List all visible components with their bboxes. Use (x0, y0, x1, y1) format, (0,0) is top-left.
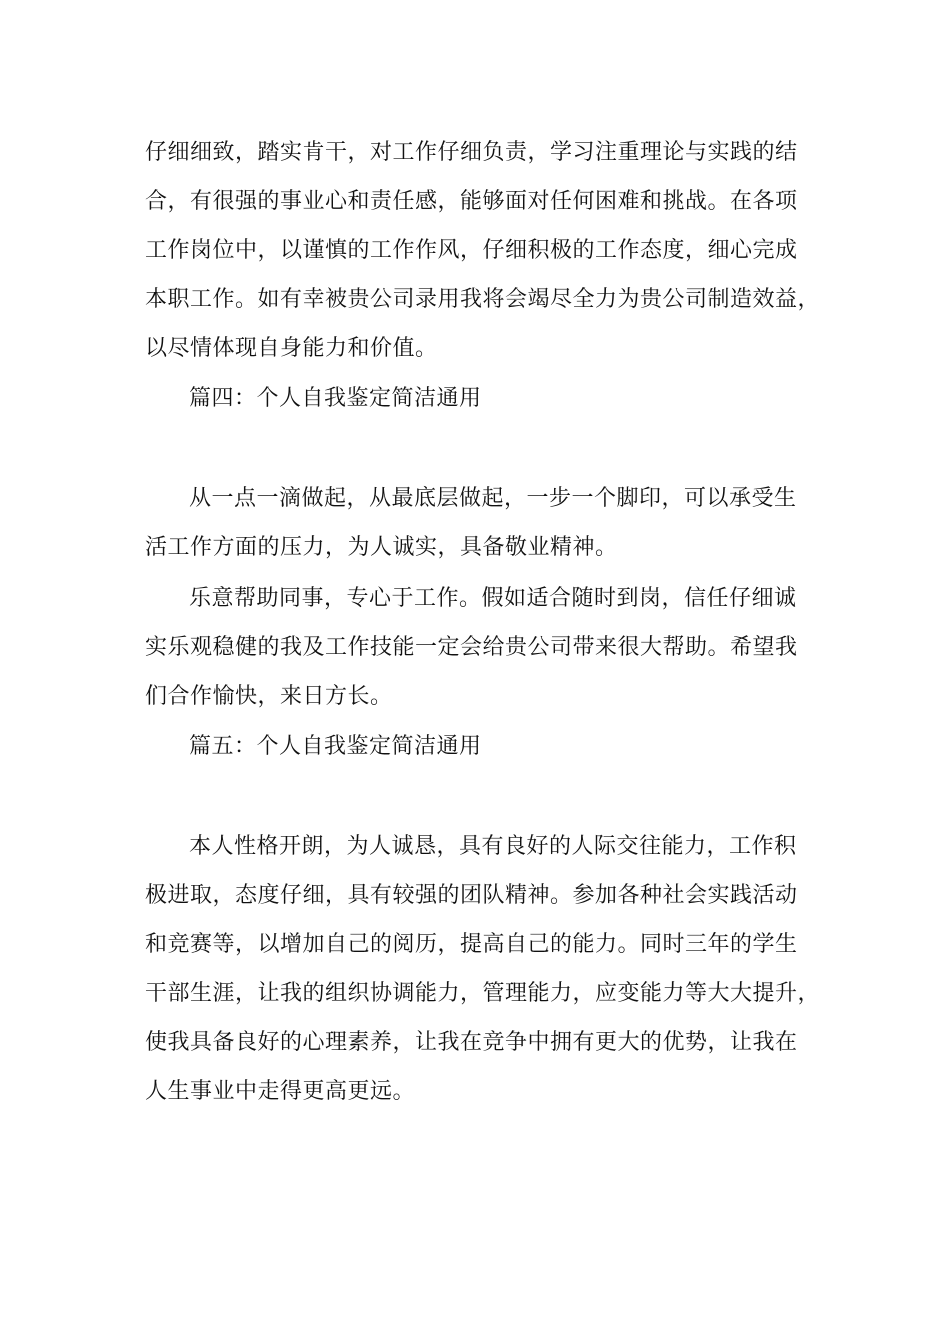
paragraph-line: 本职工作。如有幸被贵公司录用我将会竭尽全力为贵公司制造效益， (145, 287, 821, 312)
paragraph-5 (145, 822, 835, 1116)
paragraph-4a (145, 474, 835, 572)
section-heading-5 (145, 722, 835, 771)
paragraph-line: 乐意帮助同事，专心于工作。假如适合随时到岗，信任仔细诚 (189, 586, 797, 611)
section-title: 篇四：个人自我鉴定简洁通用 (189, 386, 482, 411)
paragraph-line: 们合作愉快，来日方长。 (145, 684, 393, 709)
paragraph-line: 以尽情体现自身能力和价值。 (145, 336, 438, 361)
paragraph-line: 使我具备良好的心理素养，让我在竞争中拥有更大的优势，让我在 (145, 1030, 798, 1055)
paragraph-line: 实乐观稳健的我及工作技能一定会给贵公司带来很大帮助。希望我 (145, 635, 798, 660)
paragraph-line: 人生事业中走得更高更远。 (145, 1079, 416, 1104)
paragraph-4b (145, 574, 835, 721)
paragraph-line: 活工作方面的压力，为人诚实，具备敬业精神。 (145, 535, 618, 560)
paragraph-line: 仔细细致，踏实肯干，对工作仔细负责，学习注重理论与实践的结 (145, 140, 798, 165)
paragraph-line: 工作岗位中，以谨慎的工作作风，仔细积极的工作态度，细心完成 (145, 238, 798, 263)
paragraph-line: 合，有很强的事业心和责任感，能够面对任何困难和挑战。在各项 (145, 189, 798, 214)
paragraph-line: 干部生涯，让我的组织协调能力，管理能力，应变能力等大大提升， (145, 981, 821, 1006)
paragraph-line: 本人性格开朗，为人诚恳，具有良好的人际交往能力，工作积 (189, 834, 797, 859)
paragraph-line: 和竞赛等，以增加自己的阅历，提高自己的能力。同时三年的学生 (145, 932, 798, 957)
paragraph-intro (145, 128, 835, 373)
paragraph-line: 从一点一滴做起，从最底层做起，一步一个脚印，可以承受生 (189, 486, 797, 511)
section-title: 篇五：个人自我鉴定简洁通用 (189, 734, 482, 759)
section-heading-4 (145, 374, 835, 423)
paragraph-line: 极进取，态度仔细，具有较强的团队精神。参加各种社会实践活动 (145, 883, 798, 908)
